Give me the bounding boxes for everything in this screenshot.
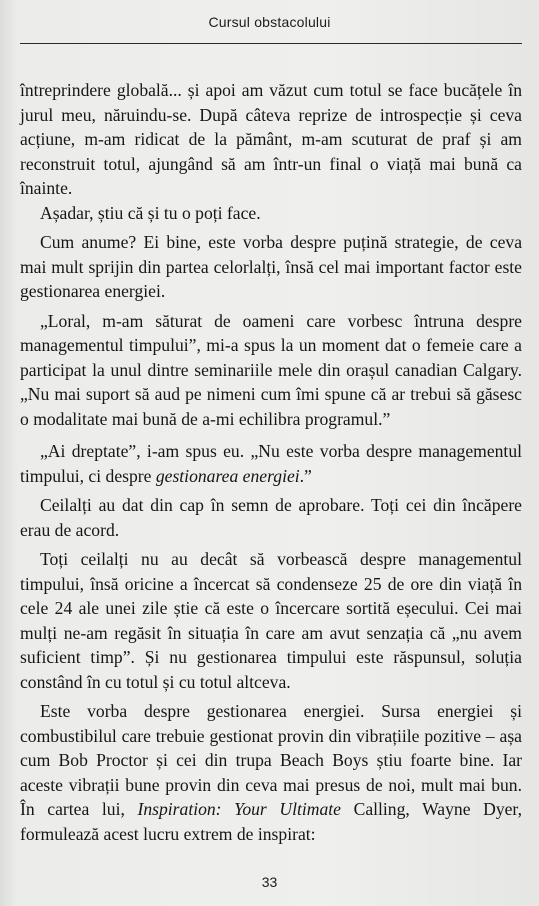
body-text [20, 78, 522, 846]
paragraph-5 [20, 439, 522, 488]
paragraph-8-book-title: Inspiration: Your Ultimate [137, 799, 341, 819]
paragraph-4: „Loral, m-am săturat de oameni care vorbesc întruna despre managementul timpului”, mi-a spus la un moment dat o femeie care a participat la unul dintre seminariile mele din orașul canadian Calgary. „Nu mai suport să aud pe nimeni cum îmi spune că ar trebui să găsesc o modalitate mai bună de a-mi echilibra programul.” [20, 310, 522, 429]
paragraph-7: Toți ceilalți nu au decât să vorbească despre managementul timpului, însă oricine a încercat să condenseze 25 de ore din viață în cele 24 ale unei zile știe că este o încercare sortită eșecului. Cei mai mulți ne-am regăsit în situația în care am avut senzația că „nu avem suficient timp”. Și nu gestionarea timpului este răspunsul, soluția constând în cu totul și cu totul altceva. [20, 549, 522, 692]
paragraph-3: Cum anume? Ei bine, este vorba despre puțină strategie, de ceva mai mult sprijin din partea celorlalți, însă cel mai important factor este gestionarea energiei. [20, 232, 522, 301]
paragraph-6: Ceilalți au dat din cap în semn de aprobare. Toți cei din încăpere erau de acord. [20, 495, 522, 540]
paragraph-8-text-b: Calling, Wayne Dyer, formulează acest lucru extrem de inspirat: [20, 799, 522, 844]
paragraph-5-text-b: .” [299, 465, 312, 486]
paragraph-5-text-a: „Ai dreptate”, i-am spus eu. „Nu este vorba despre managementul timpului, ci despre [20, 441, 522, 486]
paragraph-5-emphasis: gestionarea energiei [155, 465, 300, 486]
running-head-title: Cursul obstacolului [208, 14, 331, 30]
header-rule [20, 43, 522, 44]
paragraph-1: întreprindere globală... și apoi am văzut cum totul se face bucățele în jurul meu, năruindu-se. După câteva reprize de introspecție și ceva acțiune, m-am ridicat de la pământ, m-am scuturat de praf și am reconstruit totul, ajungând să am într-un final o viață mai bună ca înainte. [20, 80, 522, 198]
paragraph-2: Așadar, știu că și tu o poți face. [40, 202, 261, 223]
page-number: 33 [261, 874, 278, 890]
paragraph-8-text-a: Este vorba despre gestionarea energiei. Sursa energiei și combustibilul care trebuie gestionat provin din vibrațiile pozitive – așa cum Bob Proctor și cei din trupa Beach Boys știu foarte bine. Iar aceste vibrații bune provin din ceva mai presus de noi, mult mai bun. În cartea lui, [20, 701, 522, 819]
paragraph-8 [20, 699, 522, 846]
